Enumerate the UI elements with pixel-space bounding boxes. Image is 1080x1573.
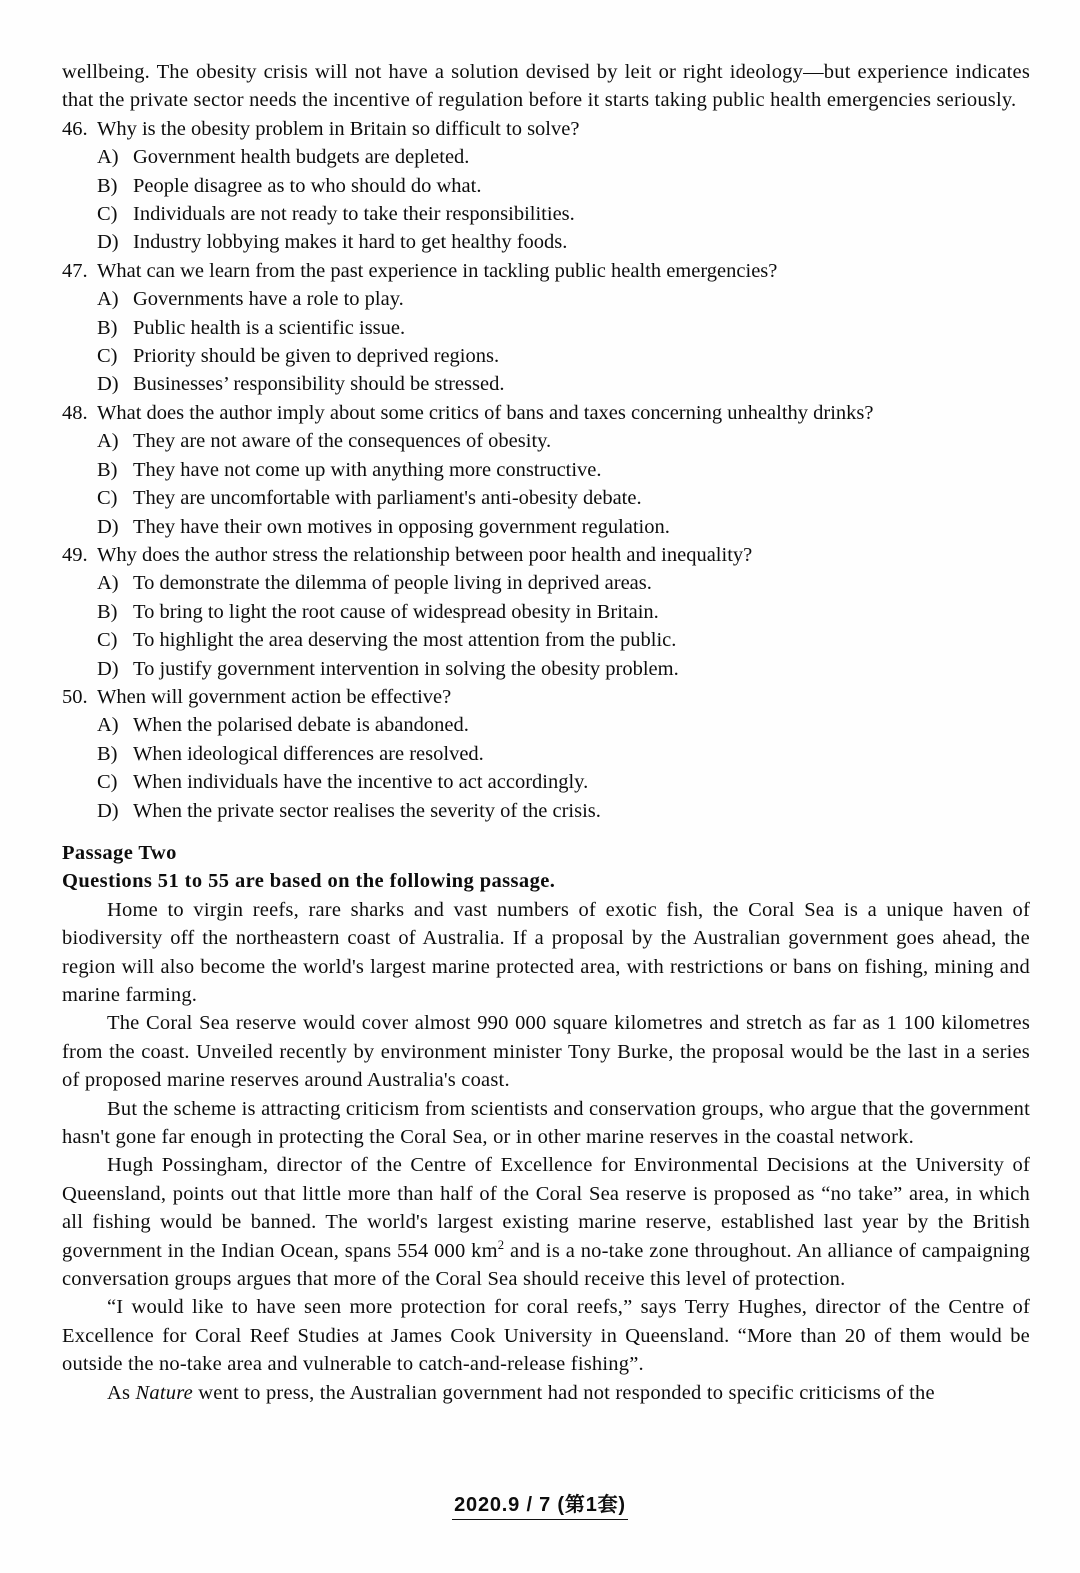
option-46-d[interactable]	[62, 228, 1030, 256]
question-stem: Why is the obesity problem in Britain so difficult to solve?	[97, 117, 580, 140]
option-text: To justify government intervention in solving the obesity problem.	[133, 657, 679, 680]
option-letter: D)	[97, 657, 119, 680]
option-50-c[interactable]	[62, 768, 1030, 796]
intro-paragraph: wellbeing. The obesity crisis will not have a solution devised by leit or right ideology—but experience indicates that the private sector needs the incentive of regulation before it starts taking public health emergencies seriously.	[62, 61, 1030, 112]
passage-paragraph-2: The Coral Sea reserve would cover almost 990 000 square kilometres and stretch as far as 1 100 kilometres from the coast. Unveiled recently by environment minister Tony Burke, the proposal would be the last in a series of proposed marine reserves around Australia's coast.	[62, 1012, 1030, 1092]
passage-paragraph-4-before: Hugh Possingham, director of the Centre of Excellence for Environmental Decisions at the University of Queensland, points out that little more than half of the Coral Sea reserve is proposed as “no take” area, in which all fishing would be banned. The world's largest existing marine reserve, established last year by the British government in the Indian Ocean, spans 554 000 km	[62, 1154, 1030, 1262]
option-letter: A)	[97, 572, 119, 595]
option-49-a[interactable]	[62, 569, 1030, 597]
option-letter: A)	[97, 288, 119, 311]
option-text: They are uncomfortable with parliament's anti-obesity debate.	[133, 487, 642, 510]
option-text: They are not aware of the consequences of obesity.	[133, 430, 552, 453]
question-number: 47.	[62, 259, 88, 282]
question-number: 50.	[62, 685, 88, 708]
question-stem: What can we learn from the past experience in tackling public health emergencies?	[97, 259, 778, 282]
question-number: 48.	[62, 401, 88, 424]
option-text: To bring to light the root cause of widespread obesity in Britain.	[133, 600, 659, 623]
question-47	[62, 257, 1030, 285]
option-letter: B)	[97, 458, 118, 481]
option-50-b[interactable]	[62, 740, 1030, 768]
option-text: When the private sector realises the severity of the crisis.	[133, 799, 601, 822]
option-46-b[interactable]	[62, 172, 1030, 200]
option-letter: B)	[97, 600, 118, 623]
question-number: 49.	[62, 543, 88, 566]
option-50-d[interactable]	[62, 797, 1030, 825]
option-49-b[interactable]	[62, 598, 1030, 626]
passage-paragraph-5: “I would like to have seen more protection for coral reefs,” says Terry Hughes, director of the Centre of Excellence for Coral Reef Studies at James Cook University in Queensland. “More than 20 of them would be outside the no-take area and vulnerable to catch-and-release fishing”.	[62, 1296, 1030, 1376]
option-text: To highlight the area deserving the most attention from the public.	[133, 629, 677, 652]
question-number: 46.	[62, 117, 88, 140]
option-letter: A)	[97, 714, 119, 737]
question-stem: When will government action be effective?	[97, 685, 452, 708]
passage-paragraph-6-after: went to press, the Australian government had not responded to specific criticisms of the	[192, 1381, 935, 1404]
option-letter: B)	[97, 174, 118, 197]
option-46-a[interactable]	[62, 143, 1030, 171]
option-text: People disagree as to who should do what.	[133, 174, 482, 197]
option-48-a[interactable]	[62, 427, 1030, 455]
option-letter: A)	[97, 146, 119, 169]
option-text: Government health budgets are depleted.	[133, 146, 470, 169]
option-letter: C)	[97, 203, 118, 226]
option-47-d[interactable]	[62, 370, 1030, 398]
passage-two-title: Passage Two	[62, 841, 177, 864]
option-text: When the polarised debate is abandoned.	[133, 714, 469, 737]
option-letter: C)	[97, 629, 118, 652]
option-text: Industry lobbying makes it hard to get healthy foods.	[133, 231, 568, 254]
option-text: To demonstrate the dilemma of people living in deprived areas.	[133, 572, 652, 595]
passage-paragraph-6	[62, 1379, 1030, 1407]
option-text: Individuals are not ready to take their responsibilities.	[133, 203, 575, 226]
option-letter: C)	[97, 345, 118, 368]
option-46-c[interactable]	[62, 200, 1030, 228]
option-47-c[interactable]	[62, 342, 1030, 370]
option-letter: D)	[97, 373, 119, 396]
option-text: When ideological differences are resolved.	[133, 742, 484, 765]
option-text: They have not come up with anything more constructive.	[133, 458, 602, 481]
option-text: Public health is a scientific issue.	[133, 316, 406, 339]
option-47-b[interactable]	[62, 314, 1030, 342]
question-stem: What does the author imply about some critics of bans and taxes concerning unhealthy drinks?	[97, 401, 874, 424]
option-text: Businesses’ responsibility should be stressed.	[133, 373, 505, 396]
option-letter: B)	[97, 742, 118, 765]
question-stem: Why does the author stress the relationship between poor health and inequality?	[97, 543, 753, 566]
option-50-a[interactable]	[62, 711, 1030, 739]
question-50	[62, 683, 1030, 711]
footer-label: 2020.9 / 7 (第1套)	[452, 1488, 628, 1520]
passage-paragraph-3: But the scheme is attracting criticism from scientists and conservation groups, who argue that the government hasn't gone far enough in protecting the Coral Sea, or in other marine reserves in the coastal network.	[62, 1097, 1030, 1149]
page-footer	[0, 1488, 1080, 1520]
option-49-d[interactable]	[62, 655, 1030, 683]
question-49	[62, 541, 1030, 569]
question-46	[62, 115, 1030, 143]
page-content	[62, 58, 1030, 1407]
option-letter: D)	[97, 799, 119, 822]
option-letter: C)	[97, 487, 118, 510]
option-text: Priority should be given to deprived regions.	[133, 345, 500, 368]
option-48-d[interactable]	[62, 513, 1030, 541]
option-letter: D)	[97, 515, 119, 538]
passage-paragraph-4-after: and is a no-take zone throughout. An alliance of campaigning conversation groups argues that more of the Coral Sea should receive this level of protection.	[62, 1239, 1030, 1291]
question-48	[62, 399, 1030, 427]
option-text: Governments have a role to play.	[133, 288, 404, 311]
square-superscript: 2	[497, 1237, 505, 1252]
passage-paragraph-6-before: As	[107, 1381, 136, 1404]
passage-paragraph-4	[62, 1151, 1030, 1293]
option-text: They have their own motives in opposing government regulation.	[133, 515, 670, 538]
option-text: When individuals have the incentive to act accordingly.	[133, 771, 589, 794]
option-letter: C)	[97, 771, 118, 794]
option-49-c[interactable]	[62, 626, 1030, 654]
option-47-a[interactable]	[62, 285, 1030, 313]
option-letter: B)	[97, 316, 118, 339]
passage-paragraph-1: Home to virgin reefs, rare sharks and vast numbers of exotic fish, the Coral Sea is a unique haven of biodiversity off the northeastern coast of Australia. If a proposal by the Australian government goes ahead, the region will also become the world's largest marine protected area, with restrictions or bans on fishing, mining and marine farming.	[62, 898, 1030, 1006]
passage-two-instruction: Questions 51 to 55 are based on the following passage.	[62, 870, 556, 893]
option-letter: A)	[97, 430, 119, 453]
option-48-c[interactable]	[62, 484, 1030, 512]
journal-name-nature: Nature	[135, 1381, 193, 1404]
option-letter: D)	[97, 231, 119, 254]
section-spacer	[62, 825, 1030, 839]
option-48-b[interactable]	[62, 456, 1030, 484]
